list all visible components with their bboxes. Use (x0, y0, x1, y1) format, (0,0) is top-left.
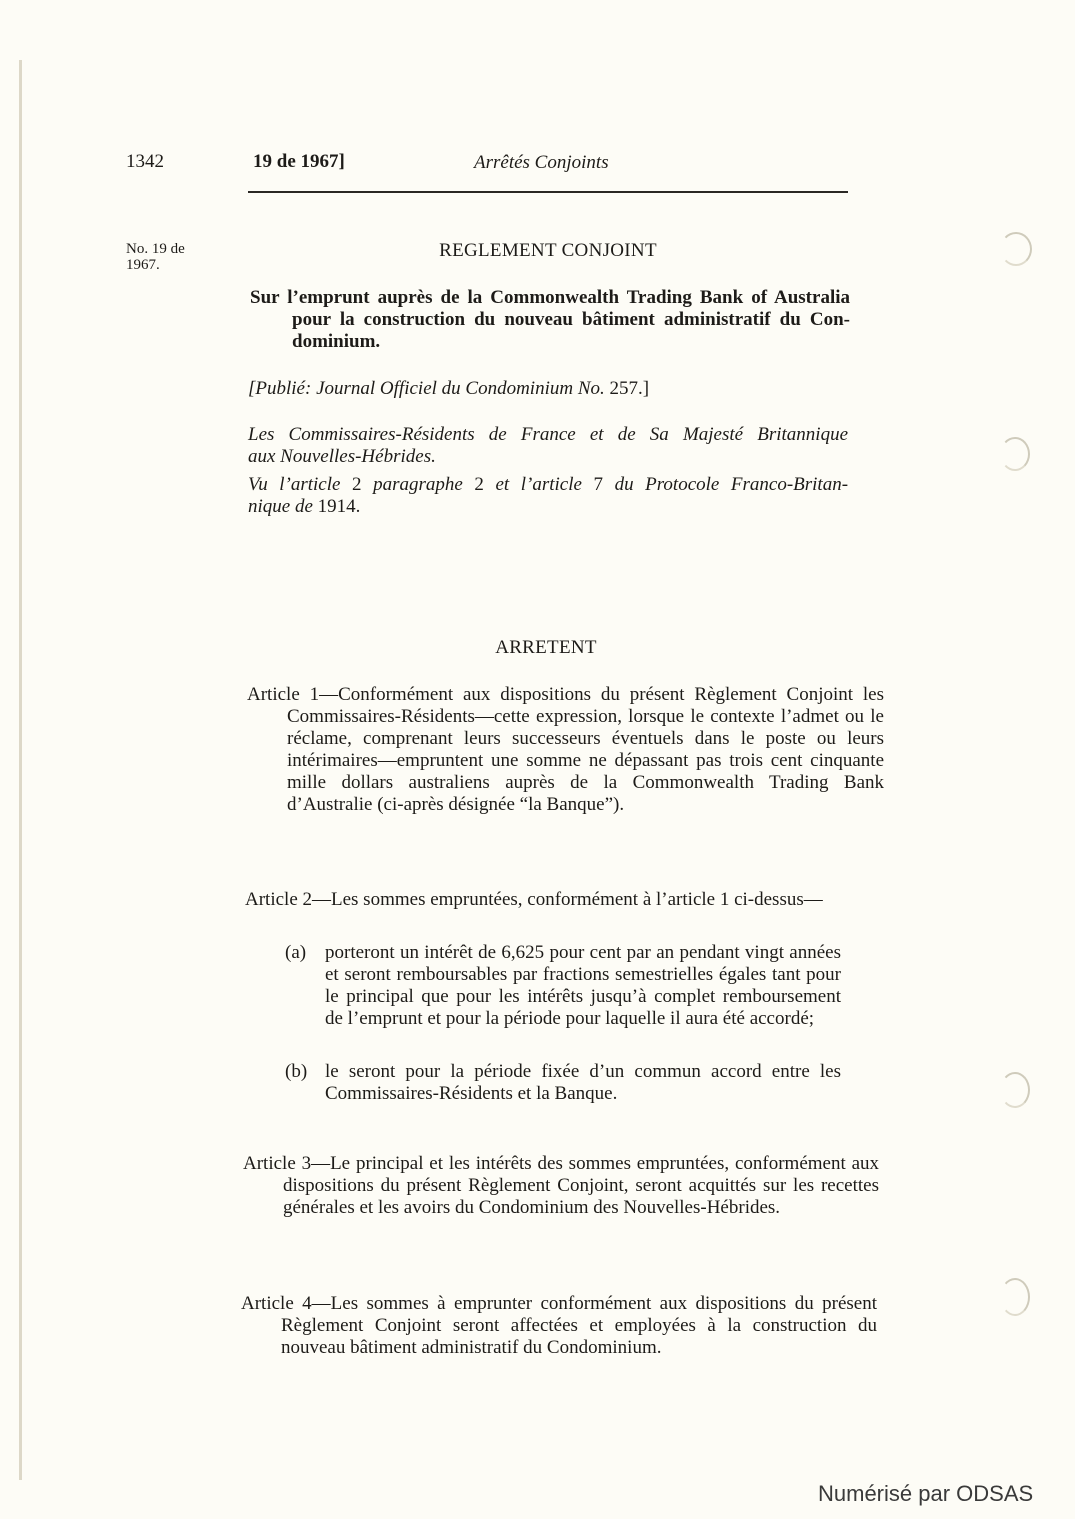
vu-text: paragraphe (373, 474, 463, 495)
preamble-vu-line (248, 474, 848, 496)
item-text: le seront pour la période fixée d’un commun accord entre les Commissaires-Résidents et la Banque. (325, 1061, 841, 1104)
punch-hole-mark (1000, 1072, 1030, 1108)
decision-heading: ARRETENT (495, 637, 597, 658)
punch-hole-mark (1000, 1278, 1030, 1316)
punch-hole-mark (1000, 232, 1032, 266)
margin-note-line: No. 19 de (126, 241, 185, 257)
publication-number: 257.] (609, 378, 650, 399)
margin-note (126, 241, 185, 273)
vu-text: du Protocole Franco-Britan- (614, 474, 849, 495)
vu-number: 2 (352, 474, 362, 495)
article-2-intro: Article 2—Les sommes empruntées, conformément à l’article 1 ci-dessus— (245, 889, 823, 910)
article-1: Article 1—Conformément aux dispositions du présent Règlement Conjoint les Commissaires-Résidents—cette expression, lorsque le contexte l’admet ou le réclame, comprenant leurs successeurs éventuels dans le poste ou leurs intérimaires—empruntent une somme ne dépassant pas trois cent cinquante mille dollars australiens auprès de la Commonwealth Trading Bank d’Australie (ci-après désignée “la Banque”). (247, 684, 884, 815)
header-reference: 19 de 1967] (253, 151, 345, 172)
item-label: (a) (285, 942, 307, 963)
document-subtitle (250, 287, 850, 353)
article-3: Article 3—Le principal et les intérêts des sommes empruntées, conformément aux dispositions du présent Règlement Conjoint, seront acquittés sur les recettes générales et les avoirs du Condominium des Nouvelles-Hébrides. (243, 1153, 879, 1218)
vu-text: Vu l’article (248, 474, 341, 495)
vu-number: 7 (593, 474, 603, 495)
page-number: 1342 (126, 151, 164, 172)
header-rule (248, 191, 848, 193)
margin-note-line: 1967. (126, 257, 160, 273)
preamble-line: Les Commissaires-Résidents de France et de Sa Majesté Britannique (248, 424, 848, 445)
vu-number: 1914. (317, 496, 361, 517)
vu-number: 2 (474, 474, 484, 495)
digitization-credit: Numérisé par ODSAS (818, 1481, 1034, 1506)
vu-text: et l’article (495, 474, 582, 495)
page-edge-shadow (19, 60, 22, 1480)
publication-prefix: [Publié: Journal Officiel du Condominium No. (248, 378, 605, 399)
vu-text: nique de (248, 496, 313, 517)
header-section-title: Arrêtés Conjoints (474, 152, 609, 173)
preamble-vu-line (248, 496, 848, 518)
punch-hole-mark (1000, 437, 1030, 471)
subtitle-line: pour la construction du nouveau bâtiment administratif du Con- (292, 309, 850, 330)
article-4: Article 4—Les sommes à emprunter conformément aux dispositions du présent Règlement Conjoint seront affectées et employées à la construction du nouveau bâtiment administratif du Condominium. (241, 1293, 877, 1358)
preamble (248, 424, 848, 518)
item-label: (b) (285, 1061, 308, 1082)
subtitle-line: dominium. (292, 331, 381, 352)
article-2-item-b (285, 1061, 841, 1105)
document-title: REGLEMENT CONJOINT (439, 240, 657, 261)
article-2-item-a (285, 942, 841, 1030)
item-text: porteront un intérêt de 6,625 pour cent par an pendant vingt années et seront remboursables par fractions semestrielles égales tant pour le principal que pour les intérêts jusqu’à complet remboursement de l’emprunt et pour la période pour laquelle il aura été accordé; (325, 942, 841, 1029)
subtitle-line: Sur l’emprunt auprès de la Commonwealth Trading Bank of Australia (250, 287, 850, 308)
preamble-line: aux Nouvelles-Hébrides. (248, 446, 436, 467)
publication-note (248, 378, 649, 400)
